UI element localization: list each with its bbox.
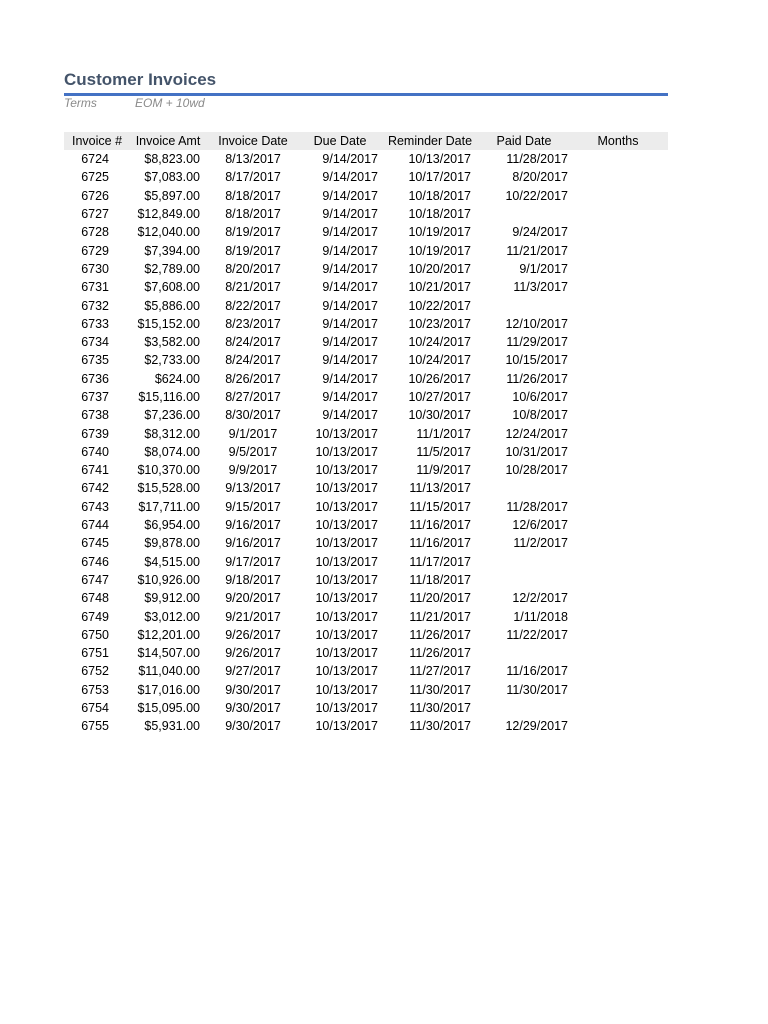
header-invoice-amount[interactable]: Invoice Amt [135, 134, 201, 148]
cell-invoice-number[interactable]: 6732 [81, 298, 109, 313]
cell-reminder-date[interactable]: 10/23/2017 [408, 316, 471, 331]
cell-paid-date[interactable]: 11/26/2017 [506, 371, 568, 386]
cell-due-date[interactable]: 10/13/2017 [315, 591, 378, 606]
cell-reminder-date[interactable]: 10/27/2017 [408, 390, 471, 404]
cell-invoice-amount[interactable]: $17,016.00 [137, 682, 200, 697]
cell-invoice-number[interactable]: 6749 [81, 609, 109, 624]
cell-reminder-date[interactable]: 11/16/2017 [409, 536, 471, 551]
cell-invoice-number[interactable]: 6730 [81, 261, 109, 276]
cell-reminder-date[interactable]: 11/15/2017 [409, 499, 471, 514]
table-row [64, 351, 668, 369]
cell-invoice-amount[interactable]: $9,878.00 [144, 536, 200, 551]
cell-reminder-date[interactable]: 10/20/2017 [408, 261, 471, 276]
cell-invoice-number[interactable]: 6739 [81, 426, 109, 441]
table-row [64, 644, 668, 662]
cell-invoice-date[interactable]: 9/9/2017 [228, 463, 278, 478]
table-row [64, 260, 668, 278]
cell-invoice-date[interactable]: 8/18/2017 [225, 207, 281, 222]
cell-due-date[interactable]: 10/13/2017 [315, 518, 378, 533]
cell-due-date[interactable]: 9/14/2017 [322, 353, 378, 368]
cell-reminder-date[interactable]: 11/30/2017 [409, 682, 471, 697]
cell-due-date[interactable]: 9/14/2017 [322, 261, 378, 276]
cell-invoice-date[interactable]: 8/21/2017 [225, 280, 281, 295]
table-row [64, 187, 668, 205]
cell-invoice-number[interactable]: 6754 [81, 701, 109, 716]
cell-invoice-amount[interactable]: $2,733.00 [144, 353, 200, 368]
cell-invoice-date[interactable]: 9/16/2017 [225, 536, 281, 551]
cell-invoice-amount[interactable]: $8,074.00 [144, 444, 200, 459]
cell-invoice-number[interactable]: 6750 [81, 627, 109, 642]
table-row [64, 370, 668, 388]
cell-invoice-date[interactable]: 9/30/2017 [225, 701, 281, 716]
cell-reminder-date[interactable]: 11/17/2017 [409, 554, 471, 569]
table-row [64, 241, 668, 259]
cell-due-date[interactable]: 10/13/2017 [315, 701, 378, 716]
cell-due-date[interactable]: 9/14/2017 [322, 390, 378, 404]
cell-invoice-date[interactable]: 9/1/2017 [228, 426, 278, 441]
cell-due-date[interactable]: 10/13/2017 [315, 481, 378, 496]
cell-due-date[interactable]: 10/13/2017 [315, 646, 378, 661]
cell-invoice-amount[interactable]: $3,582.00 [144, 335, 200, 350]
cell-reminder-date[interactable]: 10/19/2017 [408, 243, 471, 258]
table-row [64, 589, 668, 607]
cell-invoice-date[interactable]: 8/30/2017 [225, 408, 281, 423]
cell-due-date[interactable]: 9/14/2017 [322, 298, 378, 313]
cell-invoice-number[interactable]: 6737 [81, 390, 109, 404]
header-months[interactable]: Months [597, 134, 639, 148]
cell-due-date[interactable]: 10/13/2017 [315, 536, 378, 551]
cell-due-date[interactable]: 9/14/2017 [322, 170, 378, 185]
cell-invoice-date[interactable]: 9/27/2017 [225, 664, 281, 679]
cell-reminder-date[interactable]: 10/19/2017 [408, 225, 471, 240]
cell-invoice-amount[interactable]: $5,897.00 [144, 188, 200, 203]
header-reminder-date[interactable]: Reminder Date [387, 134, 473, 148]
cell-due-date[interactable]: 9/14/2017 [322, 152, 378, 167]
cell-due-date[interactable]: 10/13/2017 [315, 444, 378, 459]
cell-due-date[interactable]: 9/14/2017 [322, 316, 378, 331]
cell-invoice-amount[interactable]: $5,886.00 [144, 298, 200, 313]
cell-invoice-amount[interactable]: $4,515.00 [144, 554, 200, 569]
cell-invoice-amount[interactable]: $6,954.00 [144, 518, 200, 533]
cell-invoice-number[interactable]: 6731 [81, 280, 109, 295]
cell-reminder-date[interactable]: 11/30/2017 [409, 719, 471, 734]
cell-reminder-date[interactable]: 11/9/2017 [416, 463, 471, 478]
cell-reminder-date[interactable]: 11/5/2017 [416, 444, 471, 459]
cell-invoice-date[interactable]: 8/26/2017 [225, 371, 281, 386]
cell-paid-date[interactable]: 10/6/2017 [512, 390, 568, 404]
cell-invoice-number[interactable]: 6724 [81, 152, 109, 167]
cell-invoice-number[interactable]: 6742 [81, 481, 109, 496]
cell-due-date[interactable]: 9/14/2017 [322, 188, 378, 203]
cell-reminder-date[interactable]: 10/18/2017 [408, 207, 471, 222]
cell-paid-date[interactable]: 11/29/2017 [506, 335, 568, 350]
cell-due-date[interactable]: 10/13/2017 [315, 572, 378, 587]
cell-reminder-date[interactable]: 11/26/2017 [409, 646, 471, 661]
sheet-title: Customer Invoices [64, 70, 217, 89]
cell-due-date[interactable]: 10/13/2017 [315, 609, 378, 624]
cell-paid-date[interactable]: 10/31/2017 [505, 444, 568, 459]
header-invoice-date[interactable]: Invoice Date [218, 134, 288, 148]
cell-invoice-number[interactable]: 6746 [81, 554, 109, 569]
cell-paid-date[interactable]: 9/1/2017 [519, 261, 568, 276]
table-row [64, 424, 668, 442]
cell-invoice-date[interactable]: 8/24/2017 [225, 335, 281, 350]
cell-reminder-date[interactable]: 11/26/2017 [409, 627, 471, 642]
terms-value[interactable]: EOM + 10wd [135, 96, 205, 110]
cell-due-date[interactable]: 9/14/2017 [322, 335, 378, 350]
cell-invoice-amount[interactable]: $12,040.00 [137, 225, 200, 240]
cell-invoice-date[interactable]: 9/30/2017 [225, 682, 281, 697]
cell-invoice-date[interactable]: 9/26/2017 [225, 646, 281, 661]
table-row [64, 333, 668, 351]
cell-invoice-amount[interactable]: $7,236.00 [144, 408, 200, 423]
cell-invoice-amount[interactable]: $7,608.00 [144, 280, 200, 295]
table-row [64, 553, 668, 571]
table-row [64, 205, 668, 223]
cell-invoice-amount[interactable]: $10,926.00 [137, 572, 200, 587]
cell-reminder-date[interactable]: 10/30/2017 [408, 408, 471, 423]
cell-due-date[interactable]: 9/14/2017 [322, 280, 378, 295]
cell-paid-date[interactable]: 9/24/2017 [512, 225, 568, 240]
cell-reminder-date[interactable]: 10/21/2017 [408, 280, 471, 295]
cell-paid-date[interactable]: 11/2/2017 [513, 536, 568, 551]
cell-invoice-date[interactable]: 8/19/2017 [225, 243, 281, 258]
cell-reminder-date[interactable]: 11/1/2017 [416, 426, 471, 441]
cell-invoice-amount[interactable]: $10,370.00 [137, 463, 200, 478]
cell-invoice-number[interactable]: 6752 [81, 664, 109, 679]
cell-invoice-number[interactable]: 6747 [81, 572, 109, 587]
cell-paid-date[interactable]: 12/2/2017 [512, 591, 568, 606]
cell-invoice-date[interactable]: 8/23/2017 [225, 316, 281, 331]
cell-invoice-number[interactable]: 6741 [81, 463, 109, 478]
cell-invoice-date[interactable]: 8/22/2017 [225, 298, 281, 313]
table-row [64, 150, 668, 168]
cell-reminder-date[interactable]: 10/24/2017 [408, 335, 471, 350]
cell-invoice-number[interactable]: 6743 [81, 499, 109, 514]
cell-paid-date[interactable]: 11/28/2017 [506, 152, 568, 167]
cell-invoice-amount[interactable]: $7,394.00 [144, 243, 200, 258]
cell-invoice-date[interactable]: 8/19/2017 [225, 225, 281, 240]
cell-reminder-date[interactable]: 10/26/2017 [408, 371, 471, 386]
cell-due-date[interactable]: 9/14/2017 [322, 408, 378, 423]
cell-invoice-date[interactable]: 9/5/2017 [228, 444, 278, 459]
table-row [64, 479, 668, 497]
cell-paid-date[interactable]: 10/22/2017 [505, 188, 568, 203]
cell-invoice-number[interactable]: 6735 [81, 353, 109, 368]
cell-invoice-date[interactable]: 9/17/2017 [225, 554, 281, 569]
cell-invoice-date[interactable]: 9/13/2017 [225, 481, 281, 496]
cell-invoice-number[interactable]: 6733 [81, 316, 109, 331]
cell-paid-date[interactable]: 12/6/2017 [512, 518, 568, 533]
table-row [64, 223, 668, 241]
invoice-table [64, 132, 668, 736]
cell-reminder-date[interactable]: 11/20/2017 [409, 591, 471, 606]
table-row [64, 571, 668, 589]
cell-due-date[interactable]: 9/14/2017 [322, 225, 378, 240]
cell-reminder-date[interactable]: 10/18/2017 [408, 188, 471, 203]
table-row [64, 681, 668, 699]
table-row [64, 278, 668, 296]
table-row [64, 662, 668, 680]
cell-due-date[interactable]: 10/13/2017 [315, 664, 378, 679]
cell-invoice-amount[interactable]: $17,711.00 [138, 499, 200, 514]
table-row [64, 296, 668, 314]
cell-invoice-amount[interactable]: $15,152.00 [137, 316, 200, 331]
table-row [64, 534, 668, 552]
cell-invoice-amount[interactable]: $8,312.00 [144, 426, 200, 441]
cell-paid-date[interactable]: 1/11/2018 [513, 609, 568, 624]
cell-invoice-amount[interactable]: $14,507.00 [137, 646, 200, 661]
cell-invoice-date[interactable]: 9/16/2017 [225, 518, 281, 533]
table-header-row [64, 132, 668, 150]
cell-due-date[interactable]: 10/13/2017 [315, 463, 378, 478]
table-row [64, 717, 668, 735]
header-due-date[interactable]: Due Date [313, 134, 367, 148]
cell-paid-date[interactable]: 11/16/2017 [506, 664, 568, 679]
cell-paid-date[interactable]: 10/8/2017 [512, 408, 568, 423]
cell-invoice-amount[interactable]: $5,931.00 [144, 719, 200, 734]
table-row [64, 168, 668, 186]
cell-invoice-amount[interactable]: $2,789.00 [144, 261, 200, 276]
cell-invoice-number[interactable]: 6727 [81, 207, 109, 222]
cell-invoice-number[interactable]: 6755 [81, 719, 109, 734]
cell-due-date[interactable]: 10/13/2017 [315, 554, 378, 569]
cell-invoice-amount[interactable]: $11,040.00 [138, 664, 200, 679]
cell-invoice-number[interactable]: 6736 [81, 371, 109, 386]
cell-invoice-date[interactable]: 8/20/2017 [225, 261, 281, 276]
cell-invoice-date[interactable]: 8/17/2017 [225, 170, 281, 185]
cell-due-date[interactable]: 10/13/2017 [315, 499, 378, 514]
table-body [64, 150, 668, 736]
cell-paid-date[interactable]: 10/15/2017 [505, 353, 568, 368]
cell-reminder-date[interactable]: 11/13/2017 [409, 481, 471, 496]
cell-invoice-amount[interactable]: $15,528.00 [137, 481, 200, 496]
cell-invoice-amount[interactable]: $8,823.00 [144, 152, 200, 167]
table-row [64, 388, 668, 406]
cell-invoice-amount[interactable]: $9,912.00 [144, 591, 200, 606]
cell-invoice-date[interactable]: 8/18/2017 [225, 188, 281, 203]
cell-due-date[interactable]: 10/13/2017 [315, 426, 378, 441]
cell-invoice-number[interactable]: 6745 [81, 536, 109, 551]
table-row [64, 315, 668, 333]
cell-invoice-number[interactable]: 6725 [81, 170, 109, 185]
table-row [64, 406, 668, 424]
cell-due-date[interactable]: 9/14/2017 [322, 371, 378, 386]
cell-invoice-amount[interactable]: $7,083.00 [144, 170, 200, 185]
cell-invoice-number[interactable]: 6751 [81, 646, 109, 661]
cell-reminder-date[interactable]: 11/21/2017 [409, 609, 471, 624]
cell-invoice-amount[interactable]: $12,849.00 [137, 207, 200, 222]
cell-reminder-date[interactable]: 11/27/2017 [409, 664, 471, 679]
cell-invoice-date[interactable]: 8/13/2017 [225, 152, 281, 167]
cell-invoice-number[interactable]: 6729 [81, 243, 109, 258]
cell-invoice-number[interactable]: 6744 [81, 518, 109, 533]
cell-paid-date[interactable]: 11/28/2017 [506, 499, 568, 514]
cell-paid-date[interactable]: 11/30/2017 [506, 682, 568, 697]
table-row [64, 443, 668, 461]
cell-due-date[interactable]: 10/13/2017 [315, 627, 378, 642]
cell-invoice-date[interactable]: 9/21/2017 [225, 609, 281, 624]
header-invoice-number[interactable]: Invoice # [71, 134, 123, 148]
cell-invoice-amount[interactable]: $3,012.00 [144, 609, 200, 624]
cell-due-date[interactable]: 10/13/2017 [315, 682, 378, 697]
cell-paid-date[interactable]: 11/3/2017 [513, 280, 568, 295]
cell-reminder-date[interactable]: 11/16/2017 [409, 518, 471, 533]
cell-invoice-date[interactable]: 8/24/2017 [225, 353, 281, 368]
cell-paid-date[interactable]: 12/10/2017 [505, 316, 568, 331]
cell-invoice-number[interactable]: 6734 [81, 335, 109, 350]
cell-invoice-date[interactable]: 9/30/2017 [225, 719, 281, 734]
cell-reminder-date[interactable]: 10/13/2017 [408, 152, 471, 167]
cell-invoice-date[interactable]: 9/26/2017 [225, 627, 281, 642]
cell-reminder-date[interactable]: 10/17/2017 [408, 170, 471, 185]
cell-reminder-date[interactable]: 11/30/2017 [409, 701, 471, 716]
cell-invoice-date[interactable]: 9/20/2017 [225, 591, 281, 606]
cell-paid-date[interactable]: 12/29/2017 [505, 719, 568, 734]
cell-invoice-number[interactable]: 6726 [81, 188, 109, 203]
cell-reminder-date[interactable]: 10/22/2017 [408, 298, 471, 313]
cell-reminder-date[interactable]: 10/24/2017 [408, 353, 471, 368]
cell-invoice-amount[interactable]: $624.00 [154, 371, 200, 386]
cell-due-date[interactable]: 9/14/2017 [322, 243, 378, 258]
cell-paid-date[interactable]: 11/21/2017 [506, 243, 568, 258]
table-row [64, 699, 668, 717]
cell-invoice-date[interactable]: 9/15/2017 [225, 499, 281, 514]
cell-invoice-number[interactable]: 6748 [81, 591, 109, 606]
cell-invoice-amount[interactable]: $12,201.00 [137, 627, 200, 642]
table-row [64, 607, 668, 625]
cell-invoice-number[interactable]: 6738 [81, 408, 109, 423]
cell-paid-date[interactable]: 12/24/2017 [505, 426, 568, 441]
header-paid-date[interactable]: Paid Date [496, 134, 552, 148]
cell-invoice-date[interactable]: 8/27/2017 [225, 390, 281, 404]
cell-invoice-amount[interactable]: $15,095.00 [137, 701, 200, 716]
cell-invoice-date[interactable]: 9/18/2017 [225, 572, 281, 587]
cell-due-date[interactable]: 10/13/2017 [315, 719, 378, 734]
cell-invoice-amount[interactable]: $15,116.00 [138, 390, 200, 404]
cell-paid-date[interactable]: 11/22/2017 [506, 627, 568, 642]
cell-invoice-number[interactable]: 6753 [81, 682, 109, 697]
terms-label: Terms [64, 96, 97, 110]
cell-invoice-number[interactable]: 6728 [81, 225, 109, 240]
cell-due-date[interactable]: 9/14/2017 [322, 207, 378, 222]
table-row [64, 626, 668, 644]
cell-reminder-date[interactable]: 11/18/2017 [409, 572, 471, 587]
cell-paid-date[interactable]: 10/28/2017 [505, 463, 568, 478]
table-row [64, 461, 668, 479]
cell-paid-date[interactable]: 8/20/2017 [512, 170, 568, 185]
table-row [64, 498, 668, 516]
cell-invoice-number[interactable]: 6740 [81, 444, 109, 459]
table-row [64, 516, 668, 534]
